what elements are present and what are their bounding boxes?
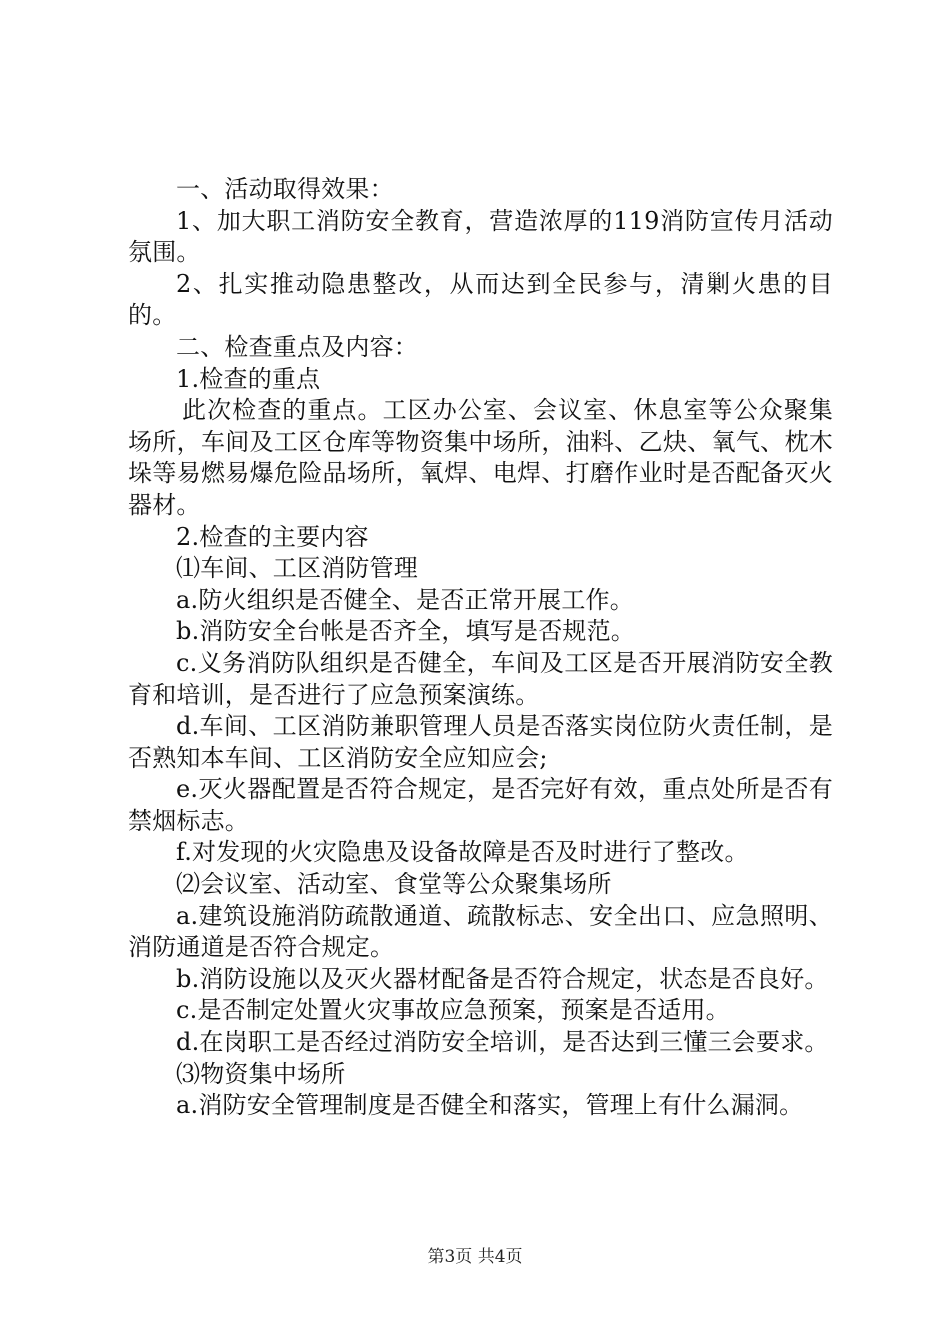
- list-item: a.防火组织是否健全、是否正常开展工作。: [176, 585, 634, 614]
- list-item: c.义务消防队组织是否健全，车间及工区是否开展消防安全教育和培训，是否进行了应急预案演练。: [128, 648, 833, 709]
- list-item: c.是否制定处置火灾事故应急预案，预案是否适用。: [176, 996, 730, 1025]
- paragraph-effect-2: 2、扎实推动隐患整改，从而达到全民参与，清剿火患的目的。: [128, 269, 833, 330]
- list-item: a.消防安全管理制度是否健全和落实，管理上有什么漏洞。: [176, 1091, 804, 1120]
- list-item: e.灭火器配置是否符合规定，是否完好有效，重点处所是否有禁烟标志。: [128, 775, 833, 835]
- subheading-focus: 1.检查的重点: [176, 364, 321, 393]
- section-heading-inspection: 二、检查重点及内容：: [176, 332, 418, 361]
- section-heading-effects: 一、活动取得效果：: [176, 175, 394, 203]
- list-item: d.车间、工区消防兼职管理人员是否落实岗位防火责任制，是否熟知本车间、工区消防安全应知应会;: [128, 712, 833, 772]
- list-item: f.对发现的火灾隐患及设备故障是否及时进行了整改。: [176, 838, 749, 867]
- paragraph-effect-1: 1、加大职工消防安全教育，营造浓厚的119消防宣传月活动氛围。: [128, 206, 833, 267]
- list-item: b.消防安全台帐是否齐全，填写是否规范。: [176, 617, 635, 646]
- list-item: a.建筑设施消防疏散通道、疏散标志、安全出口、应急照明、消防通道是否符合规定。: [128, 901, 833, 962]
- subheading-public-venues: ⑵会议室、活动室、食堂等公众聚集场所: [176, 870, 612, 899]
- list-item: b.消防设施以及灭火器材配备是否符合规定，状态是否良好。: [176, 964, 829, 993]
- subheading-materials: ⑶物资集中场所: [176, 1059, 346, 1088]
- document-body: [128, 174, 833, 1122]
- paragraph-focus: 此次检查的重点。工区办公室、会议室、休息室等公众聚集场所，车间及工区仓库等物资集中场所，油料、乙炔、氧气、枕木垛等易燃易爆危险品场所，氧焊、电焊、打磨作业时是否配备灭火器材。: [128, 396, 833, 519]
- subheading-main-content: 2.检查的主要内容: [176, 522, 369, 551]
- list-item: d.在岗职工是否经过消防安全培训，是否达到三懂三会要求。: [176, 1028, 829, 1057]
- subheading-workshop: ⑴车间、工区消防管理: [176, 554, 418, 583]
- page-number-footer: 第3页 共4页: [427, 1247, 523, 1267]
